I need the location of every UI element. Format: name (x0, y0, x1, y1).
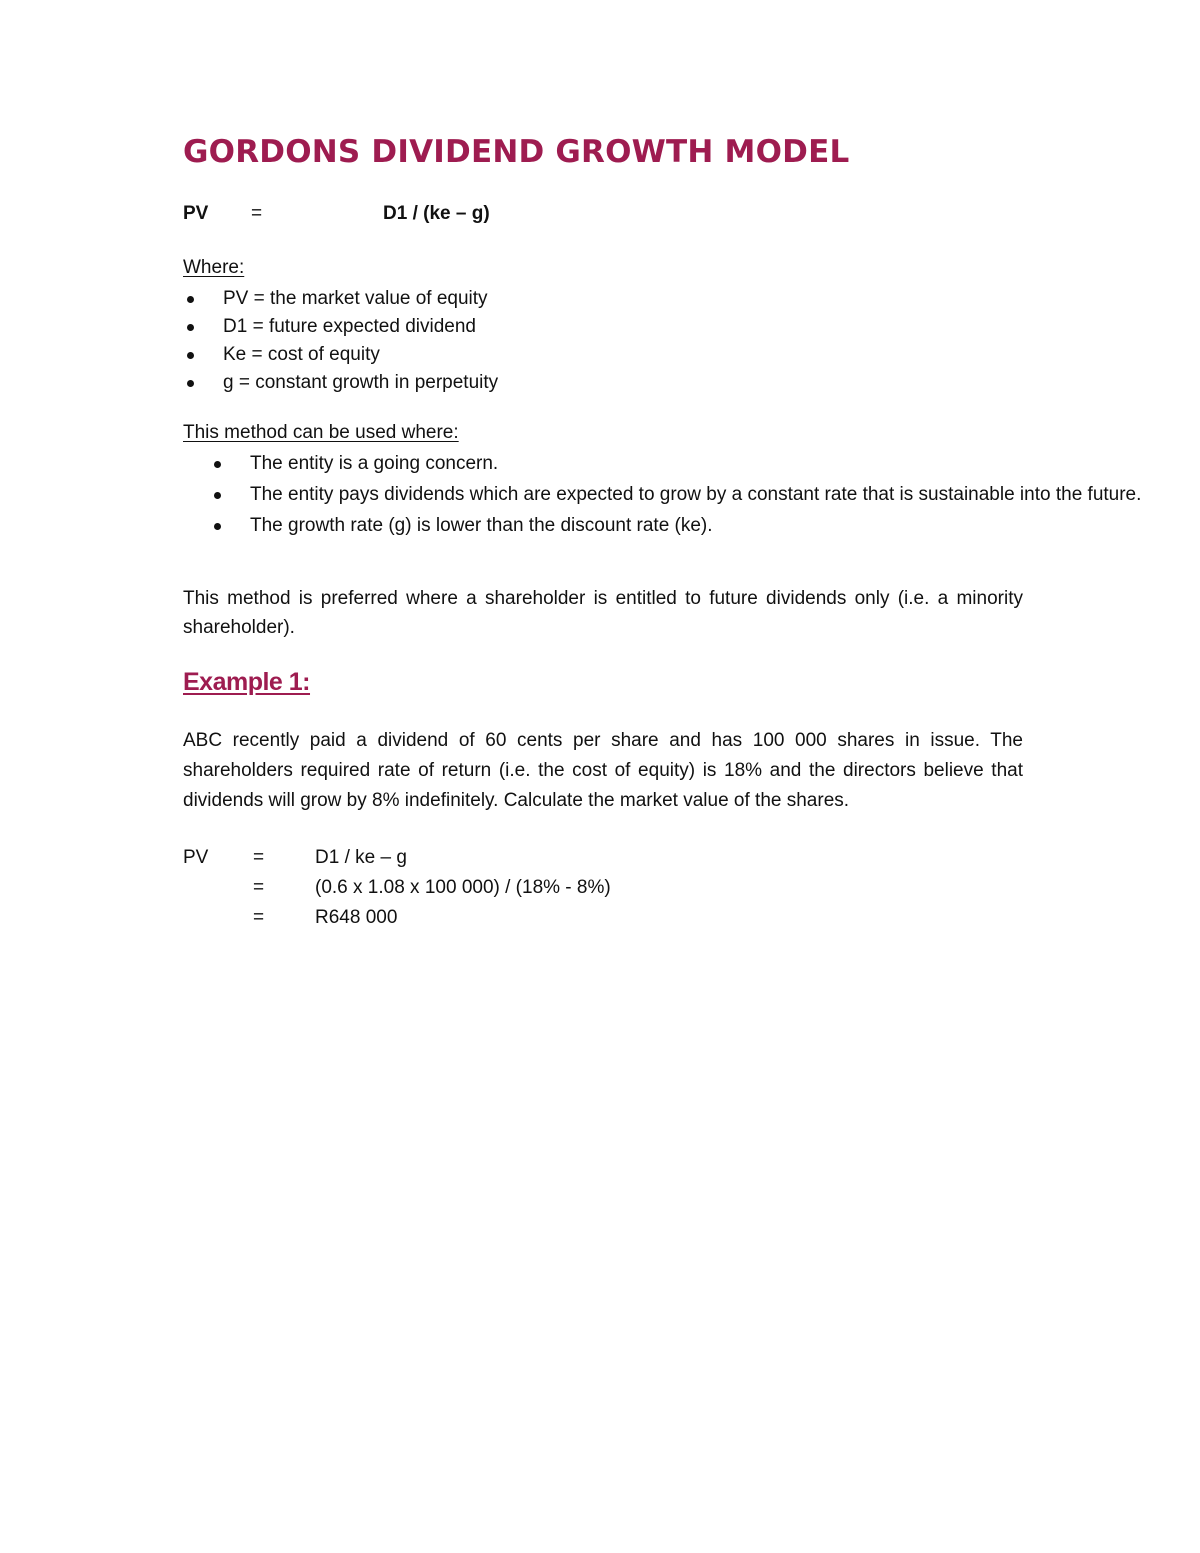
calc-equals: = (253, 847, 265, 868)
main-formula (183, 203, 490, 225)
calc-result: R648 000 (315, 907, 398, 928)
calc-row (183, 873, 611, 903)
bullet-icon (214, 492, 221, 499)
formula-rhs: D1 / (ke – g) (383, 203, 490, 224)
list-item (183, 341, 498, 369)
preference-paragraph: This method is preferred where a shareholder is entitled to future dividends only (i.e. a minority shareholder). (183, 588, 1023, 638)
calc-lhs: PV (183, 847, 209, 868)
where-label: Where: (183, 257, 245, 278)
formula-lhs: PV (183, 203, 209, 224)
list-item (210, 450, 1024, 478)
where-list (183, 285, 498, 397)
example-paragraph: ABC recently paid a dividend of 60 cents per share and has 100 000 shares in issue. The shareholders required rate of return (i.e. the cost of equity) is 18% and the directors believe that dividends will grow by 8% indefinitely. Calculate the market value of the shares. (183, 730, 1023, 811)
usage-list (210, 450, 1142, 543)
bullet-icon (187, 324, 194, 331)
calc-rhs: D1 / ke – g (315, 847, 407, 868)
example-heading: Example 1: (183, 668, 311, 696)
calc-lhs (183, 873, 253, 903)
list-item-text: PV = the market value of equity (223, 288, 488, 309)
list-item (183, 313, 498, 341)
list-item-text: Ke = cost of equity (223, 344, 380, 365)
list-item-text: The growth rate (g) is lower than the discount rate (ke). (250, 515, 713, 536)
list-item-text: D1 = future expected dividend (223, 316, 476, 337)
list-item (210, 512, 1024, 540)
list-item-text: g = constant growth in perpetuity (223, 372, 499, 393)
formula-equals: = (251, 203, 263, 224)
calc-rhs: (0.6 x 1.08 x 100 000) / (18% - 8%) (315, 877, 611, 898)
list-item-text: The entity pays dividends which are expected to grow by a constant rate that is sustainable into the future. (250, 484, 1142, 505)
list-item-text: The entity is a going concern. (250, 453, 499, 474)
calc-equals: = (253, 877, 265, 898)
list-item (183, 369, 498, 397)
list-item (183, 285, 498, 313)
bullet-icon (214, 523, 221, 530)
bullet-icon (187, 380, 194, 387)
example-calculation (183, 843, 611, 933)
bullet-icon (214, 461, 221, 468)
calc-row (183, 903, 611, 933)
calc-lhs (183, 903, 253, 933)
bullet-icon (187, 296, 194, 303)
usage-label: This method can be used where: (183, 422, 459, 443)
calc-equals: = (253, 907, 265, 928)
list-item (210, 481, 1142, 509)
bullet-icon (187, 352, 194, 359)
calc-row (183, 843, 611, 873)
document-title: GORDONS DIVIDEND GROWTH MODEL (183, 134, 850, 170)
